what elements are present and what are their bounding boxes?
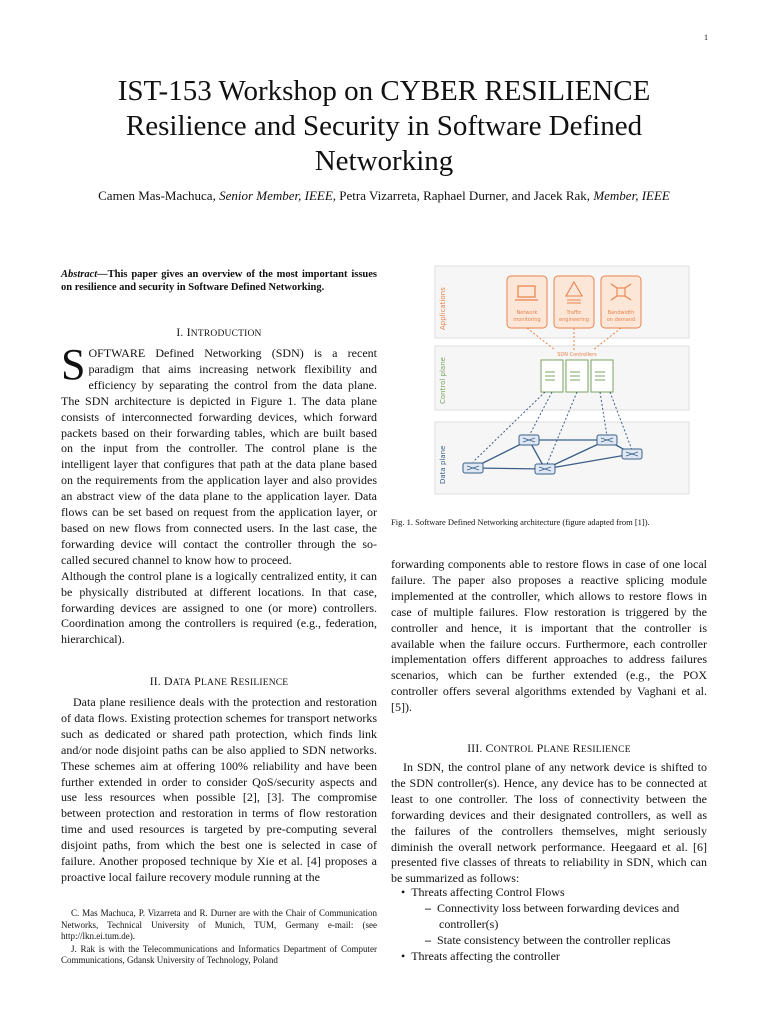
section-heading-control-plane [391, 741, 707, 756]
section-cap: P [536, 741, 544, 755]
author-1: Camen Mas-Machuca, [98, 188, 216, 203]
layer-label-applications: Applications [439, 287, 447, 330]
intro-text-1: OFTWARE Defined Networking (SDN) is a recent paradigm that aims increasing network flexibility and efficiency by separating the control from the data plane. The SDN architecture is depicted in Figure 1. The data plane consists of interconnected forwarding devices, which forward packets based on their forwarding tables, which are built based on the input from the controller. The control plane is the intelligent layer that configures that path at the data plane based on the requirements from the application layer and also provides an abstract view of the data plane to the application layer. Data flows can be set based on request from the application layer, or based on new flows from connected users. In the last case, the forwarding device will contact the controller through the so-called secured channel to know how to proceed. [61, 346, 377, 567]
section-number: II. [149, 676, 161, 688]
list-subitem [425, 933, 707, 949]
list-item-text: Threats affecting Control Flows [411, 885, 565, 899]
figure-caption: Fig. 1. Software Defined Networking architecture (figure adapted from [1]). [391, 517, 650, 527]
list-item-text: Connectivity loss between forwarding devices and controller(s) [437, 900, 680, 931]
abstract-text: —This paper gives an overview of the most important issues on resilience and security in Software Defined Networking. [61, 269, 377, 293]
threat-list [391, 885, 707, 965]
control-plane-body [391, 760, 707, 887]
author-2-role: Member, IEEE [593, 188, 670, 203]
section-rest: LANE [543, 745, 570, 755]
data-plane-body [61, 695, 377, 886]
author-1-role: Senior Member, IEEE, [219, 188, 337, 203]
section-rest: NTRODUCTION [190, 329, 262, 339]
page-number: 1 [704, 33, 708, 42]
app-bandwidth-on-demand [601, 276, 641, 328]
section-heading-introduction [61, 325, 377, 340]
switch-icon [463, 463, 483, 473]
right-column-text [391, 557, 707, 716]
section-cap: I [186, 325, 191, 339]
abstract-label: Abstract [61, 269, 98, 280]
footnotes [61, 908, 377, 968]
app-label: monitoring [513, 317, 541, 323]
section-cap: P [194, 674, 202, 688]
right-paragraph-1: forwarding components able to restore flows in case of one local failure. The paper also proposes a reactive splicing module implemented at the controller, which allows to restore flows in case of multiple failures. Flow restoration is triggered by the controller and hence, it is important that the controller is available when the failure occurs. Furthermore, each controller implementation offers different approaches to address failures scenarios, which can be further extended (e.g., the POX controller offers several algorithms extended by Vaghani et al. [5]). [391, 557, 707, 715]
footnote-1: C. Mas Machuca, P. Vizarreta and R. Durner are with the Chair of Communication Networks, Technical University of Munich, TUM, Germany e-mail: (see http://lkn.ei.tum.de). [61, 908, 377, 941]
list-item [401, 885, 707, 901]
section-rest: ATA [172, 678, 192, 688]
app-network-monitoring [507, 276, 547, 328]
introduction-body [61, 340, 377, 648]
author-2: Petra Vizarreta, Raphael Durner, and Jacek Rak, [339, 188, 591, 203]
figure-sdn-architecture [395, 264, 713, 504]
layer-label-data-plane: Data plane [439, 445, 447, 484]
section-number: III. [467, 743, 483, 755]
section-rest: ESILIENCE [580, 745, 631, 755]
title-line-1: IST-153 Workshop on CYBER RESILIENCE [117, 75, 651, 107]
app-label: Network [516, 310, 538, 316]
control-plane-paragraph: In SDN, the control plane of any network device is shifted to the SDN controller(s). Hence, any device has to be connected at least to one controller. The loss of connectivity between the forwarding devices and their designated controllers, as well as the failures of the controllers themselves, might seriously diminish the overall network performance. Heegaard et al. [6] presented five classes of threats to reliability in SDN, which can be summarized as follows: [391, 760, 707, 886]
drop-cap: S [61, 340, 86, 389]
title-line-3: Networking [314, 145, 454, 177]
app-label: Traffic [566, 310, 582, 316]
section-cap: D [163, 674, 173, 688]
list-item-text: Threats affecting the controller [411, 948, 560, 963]
section-cap: C [485, 741, 494, 755]
section-heading-data-plane [61, 674, 377, 689]
paper-title [40, 74, 728, 179]
data-plane-paragraph: Data plane resilience deals with the protection and restoration of data flows. Existing protection schemes for transport networks such as dedicated or shared path protection, which finds link and/or node disjoint paths can be also applied to SDN networks. These schemes aim at offering 100% reliability and have been further extended in order to consider QoS/security aspects and use less resources when possible [2], [3]. The compromise between protection and restoration in terms of flow restoration time and used resources is targeted by pre-computing several disjoint paths, from which the best one is selected in case of failure. Another proposed technique by Xie et al. [4] proposes a proactive local failure recovery module running at the [61, 695, 377, 884]
abstract [61, 268, 377, 294]
controllers-label: SDN Controllers [557, 352, 597, 358]
footnote-2: J. Rak is with the Telecommunications and Informatics Department of Computer Communications, Gdansk University of Technology, Poland [61, 943, 377, 965]
list-subitem [425, 901, 707, 933]
data-plane-panel [435, 422, 689, 494]
sdn-controllers [541, 360, 613, 392]
app-label: engineering [559, 317, 589, 323]
app-traffic-engineering [554, 276, 594, 328]
app-label: Bandwidth [607, 310, 635, 316]
app-label: on demand [606, 317, 636, 323]
intro-paragraph-2: Although the control plane is a logically centralized entity, it can be physically distributed at different locations. In that case, forwarding devices are assigned to one (or more) controllers. Coordination among the controllers is required (e.g., federation, hierarchical). [61, 568, 377, 647]
title-line-2: Resilience and Security in Software Defined [125, 110, 643, 142]
section-number: I. [176, 327, 184, 339]
section-rest: ESILIENCE [238, 678, 289, 688]
section-cap: R [572, 741, 581, 755]
section-rest: LANE [201, 678, 228, 688]
list-item-text: State consistency between the controller replicas [437, 932, 671, 947]
switch-icon [535, 464, 555, 474]
switch-icon [519, 435, 539, 445]
section-cap: R [230, 674, 239, 688]
switch-icon [622, 449, 642, 459]
switch-icon [597, 435, 617, 445]
sdn-architecture-diagram [395, 264, 713, 504]
author-line [40, 188, 728, 204]
list-item [401, 949, 707, 965]
section-rest: ONTROL [493, 745, 534, 755]
layer-label-control-plane: Control plane [439, 357, 447, 404]
intro-paragraph-1 [61, 340, 377, 569]
